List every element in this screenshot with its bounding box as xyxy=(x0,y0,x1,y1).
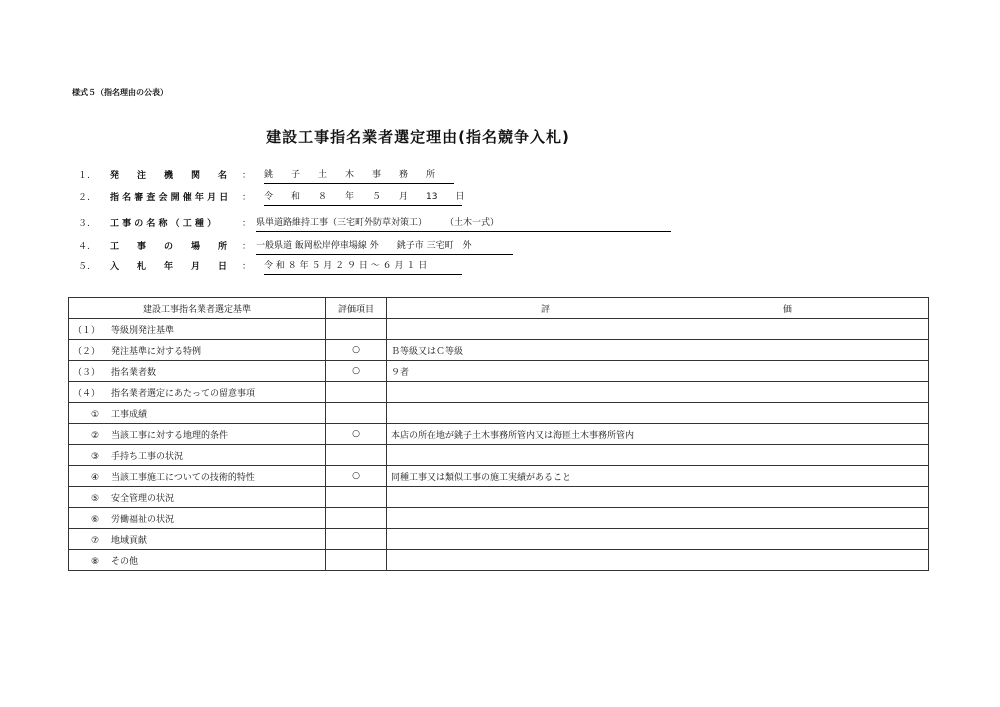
evaluation-cell: 本店の所在地が銚子土木事務所管内又は海匝土木事務所管内 xyxy=(387,424,929,445)
evaluation-cell xyxy=(387,550,929,571)
evaluation-cell: Ｂ等級又はＣ等級 xyxy=(387,340,929,361)
criteria-cell xyxy=(69,403,326,424)
row-number: （３） xyxy=(73,367,101,378)
criteria-cell xyxy=(69,424,326,445)
sub-number: ⑦ xyxy=(91,535,100,546)
field-label: 指 名 審 査 会 開 催 年 月 日 xyxy=(110,193,229,203)
sub-item: 安全管理の状況 xyxy=(111,493,175,504)
field-colon: ： xyxy=(242,242,252,252)
mark-cell xyxy=(326,487,387,508)
sub-item: 手持ち工事の状況 xyxy=(111,451,184,462)
mark-cell xyxy=(326,382,387,403)
evaluation-cell: 同種工事又は類似工事の施工実績があること xyxy=(387,466,929,487)
criteria-cell xyxy=(69,319,326,340)
table-row xyxy=(69,361,929,382)
header-evaluation-left: 評 xyxy=(541,304,551,315)
field-value: 銚 子 土 木 事 務 所 xyxy=(264,167,454,184)
header-evaluation xyxy=(387,298,929,319)
header-evaluation-item: 評価項目 xyxy=(326,298,387,319)
evaluation-cell xyxy=(387,487,929,508)
table-subrow xyxy=(69,466,929,487)
sub-item: 労働福祉の状況 xyxy=(111,514,175,525)
table-subrow xyxy=(69,508,929,529)
criteria-cell xyxy=(69,550,326,571)
criteria-cell xyxy=(69,508,326,529)
field-colon: ： xyxy=(242,193,252,203)
evaluation-cell xyxy=(387,508,929,529)
selection-criteria-table xyxy=(68,297,929,571)
table-row xyxy=(69,382,929,403)
mark-cell: ○ xyxy=(326,466,387,487)
sub-number: ⑥ xyxy=(91,514,100,525)
field-value: 令 和 ８ 年 ５ 月 13 日 xyxy=(264,189,462,206)
criteria-cell xyxy=(69,466,326,487)
mark-cell: ○ xyxy=(326,424,387,445)
sub-item: その他 xyxy=(111,556,139,567)
mark-cell xyxy=(326,508,387,529)
field-number: ２. xyxy=(78,193,90,203)
row-number: （２） xyxy=(73,346,101,357)
table-row xyxy=(69,319,929,340)
table-subrow xyxy=(69,403,929,424)
field-value: 県単道路維持工事（三宅町外防草対策工） （土木一式） xyxy=(256,215,671,232)
form-number: 様式５（指名理由の公表） xyxy=(72,88,168,97)
field-number: ３. xyxy=(78,219,90,229)
row-item: 指名業者数 xyxy=(111,367,157,378)
table-header-row xyxy=(69,298,929,319)
sub-number: ③ xyxy=(91,451,100,462)
sub-number: ① xyxy=(91,409,100,420)
sub-item: 当該工事に対する地理的条件 xyxy=(111,430,229,441)
row-item: 等級別発注基準 xyxy=(111,325,175,336)
criteria-cell xyxy=(69,361,326,382)
field-colon: ： xyxy=(242,171,252,181)
field-label: 工 事 の 場 所 xyxy=(110,242,228,252)
row-number: （１） xyxy=(73,325,101,336)
field-colon: ： xyxy=(242,219,252,229)
row-item: 指名業者選定にあたっての留意事項 xyxy=(111,388,256,399)
sub-number: ④ xyxy=(91,472,100,483)
field-number: １. xyxy=(78,171,90,181)
criteria-cell xyxy=(69,340,326,361)
header-evaluation-right: 価 xyxy=(782,304,792,315)
mark-cell xyxy=(326,403,387,424)
table-row xyxy=(69,340,929,361)
sub-number: ⑤ xyxy=(91,493,100,504)
evaluation-cell xyxy=(387,529,929,550)
field-value: 令 和 ８ 年 ５ 月 ２ ９ 日 ～ ６ 月 １ 日 xyxy=(264,258,462,275)
row-item: 発注基準に対する特例 xyxy=(111,346,202,357)
evaluation-cell xyxy=(387,445,929,466)
evaluation-cell xyxy=(387,319,929,340)
field-colon: ： xyxy=(242,262,252,272)
mark-cell xyxy=(326,529,387,550)
table-subrow xyxy=(69,445,929,466)
sub-item: 地域貢献 xyxy=(111,535,148,546)
table-subrow xyxy=(69,550,929,571)
field-label: 工 事 の 名 称 （ 工 種 ） xyxy=(110,219,217,229)
sub-item: 当該工事施工についての技術的特性 xyxy=(111,472,255,483)
mark-cell xyxy=(326,550,387,571)
field-label: 発 注 機 関 名 xyxy=(110,171,228,181)
evaluation-cell xyxy=(387,382,929,403)
criteria-cell xyxy=(69,382,326,403)
field-number: ４. xyxy=(78,242,90,252)
row-number: （４） xyxy=(73,388,101,399)
sub-number: ⑧ xyxy=(91,556,100,567)
sub-number: ② xyxy=(91,430,100,441)
field-label: 入 札 年 月 日 xyxy=(110,262,228,272)
field-number: ５. xyxy=(78,262,90,272)
table-subrow xyxy=(69,529,929,550)
mark-cell xyxy=(326,445,387,466)
criteria-cell xyxy=(69,529,326,550)
document-title: 建設工事指名業者選定理由(指名競争入札) xyxy=(266,128,570,146)
table-subrow xyxy=(69,487,929,508)
mark-cell: ○ xyxy=(326,340,387,361)
sub-item: 工事成績 xyxy=(111,409,148,420)
header-criteria: 建設工事指名業者選定基準 xyxy=(69,298,326,319)
field-value: 一般県道 飯岡松岸停車場線 外 銚子市 三宅町 外 xyxy=(256,238,513,255)
criteria-cell xyxy=(69,445,326,466)
criteria-cell xyxy=(69,487,326,508)
mark-cell: ○ xyxy=(326,361,387,382)
table-subrow xyxy=(69,424,929,445)
mark-cell xyxy=(326,319,387,340)
evaluation-cell: ９者 xyxy=(387,361,929,382)
evaluation-cell xyxy=(387,403,929,424)
